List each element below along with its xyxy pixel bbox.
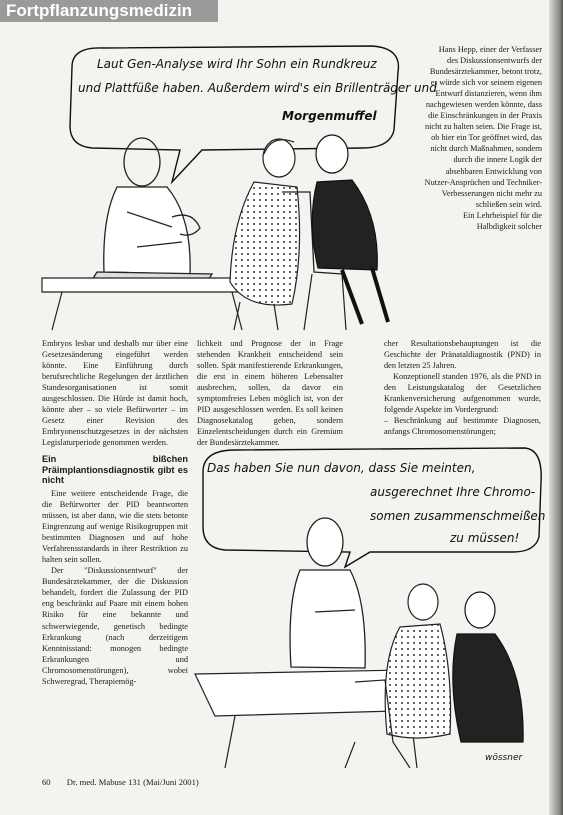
- journal-citation: Dr. med. Mabuse 131 (Mai/Juni 2001): [66, 777, 199, 787]
- doctor-figure-2: [290, 518, 365, 668]
- scan-edge-shadow: [549, 0, 563, 815]
- woman-figure: [230, 139, 300, 330]
- paragraph-therapie: lichkeit und Prognose der in Frage stehenden Krankheit entscheidend sein sollen. Spät manifestierende Erkrankungen, die erst in einem höheren Lebensalter ausbrechen, sollen, da davor ein symptomfreies Leben möglich ist, von der PID ausgeschlossen werden. Es soll keinen Diagnosekatalog geben, sondern Einzelentscheidungen durch ein Gremium der Bundesärztekammer.: [197, 339, 343, 448]
- page-number: 60: [42, 777, 51, 787]
- text-column-3: [384, 338, 541, 437]
- paragraph-konzeptionell: Konzeptionell standen 1976, als die PND in den Leistungskatalog der Gesetzlichen Krankenversicherung aufgenommen wurde, folgende Aspekte im Vordergrund:: [384, 372, 541, 415]
- cartoon-chromosomes: [195, 442, 545, 768]
- cartoon2-caption-line1: Das haben Sie nun davon, dass Sie meinten,: [207, 461, 476, 475]
- text-column-1: [42, 338, 188, 768]
- cartoon2-caption-line3: somen zusammenschmeißen: [370, 509, 546, 523]
- cartoon1-caption-line2: und Plattfüße haben. Außerdem wird's ein Brillenträger und: [78, 81, 437, 95]
- cartoon1-caption-line3: Morgenmuffel: [282, 109, 377, 123]
- cartoon-gene-analysis: [42, 42, 437, 330]
- paragraph-hepp: Hans Hepp, einer der Verfasser des Diskussionsentwurfs der Bundesärztekammer, betont trotz, er würde sich vor seinem eigenen Entwurf distanzieren, wenn ihm nachgewiesen werden könnte, dass die Einschränkungen in der Praxis nicht zu halten seien. Die Frage ist, ob hier ein Tor geöffnet wird, das nicht durch Maßnahmen, sondern durch die innere Logik der absehbaren Entwicklung von Nutzer-Ansprüchen und Techniker-Verbesserungen nicht mehr zu schließen sein wird.: [424, 45, 542, 209]
- paragraph-diskussionsentwurf: Der "Diskussionsentwurf" der Bundesärztekammer, der die Diskussion behandelt, fordert die Zulassung der PID eng beschränkt auf Paare mit einem hohen Risiko für eine bekannte und schwerwiegende, genetisch bedingte Erkrankung (nach derzeitigem Kenntnisstand: monogen bedingte Erkrankungen und Chromosomenstörungen), wobei Schweregrad, Therapiemög-: [42, 566, 188, 686]
- paragraph-frage: Eine weitere entscheidende Frage, die die Befürworter der PID beantworten müssen, ist aber dann, wie die stets betonte Eingrenzung auf wenige Risikogruppen mit bestimmten Diagnosen und auf hohe Verfahrensstandards in ihrer Restriktion zu halten sein sollen.: [42, 488, 188, 565]
- man-figure-2: [453, 592, 523, 742]
- doctor-figure: [92, 138, 212, 282]
- desk: [42, 278, 257, 292]
- man-figure: [312, 135, 388, 324]
- paragraph-embryos: Embryos lesbar und deshalb nur über eine Gesetzesänderung eingeführt werden könnte. Eine Einführung durch berufsrechtliche Regelungen der ärztlichen Standesorganisationen ist somit ausgeschlossen. Die Hürde ist damit hoch, könnte aber – so viele Befürworter – im Gesetz einer Revision des Embryonenschutzgesetzes in der nächsten Legislaturperiode genommen werden.: [42, 339, 188, 448]
- paragraph-resultation: cher Resultationsbehauptungen ist die Geschichte der Pränataldiagnostik (PND) in den letzten 25 Jahren.: [384, 339, 541, 371]
- cartoon1-caption-line1: Laut Gen-Analyse wird Ihr Sohn ein Rundkreuz: [97, 57, 377, 71]
- text-column-2: [197, 338, 343, 448]
- paragraph-beschraenkung: – Beschränkung auf bestimmte Diagnosen, anfangs Chromosomenstörungen;: [384, 416, 541, 437]
- cartoonist-signature: wössner: [485, 753, 523, 763]
- cartoon2-caption-line2: ausgerechnet Ihre Chromo-: [370, 485, 536, 499]
- text-column-right-top: [424, 44, 542, 316]
- paragraph-lehrbeispiel: Ein Lehrbeispiel für die Halbdigkeit solcher: [462, 210, 542, 231]
- subheading-pid: Ein bißchen Präimplantionsdiagnostik gibt es nicht: [42, 454, 188, 486]
- cartoon-gene-analysis-drawing: [42, 42, 437, 330]
- page-footer: [42, 777, 199, 787]
- cartoon2-caption-line4: zu müssen!: [450, 531, 520, 545]
- section-header: Fortpflanzungsmedizin: [0, 0, 218, 22]
- cartoon-chromosomes-drawing: [195, 442, 545, 768]
- woman-figure-2: [385, 584, 450, 738]
